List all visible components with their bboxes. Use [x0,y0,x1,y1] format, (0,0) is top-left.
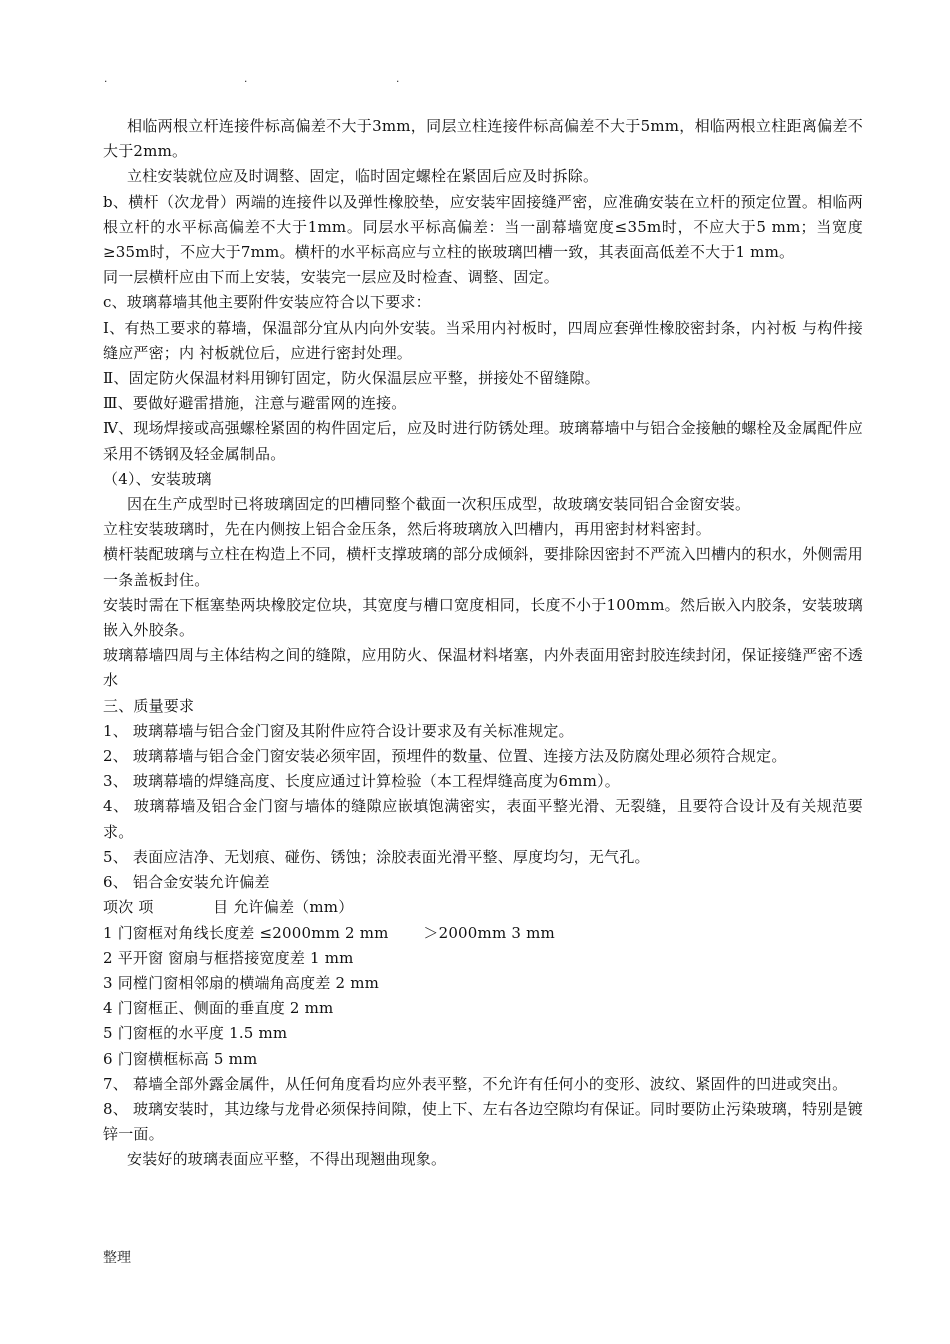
tolerance-table-row: 3 同樘门窗相邻扇的横端角高度差 2 mm [103,973,380,992]
tolerance-table-header: 项次 项 目 允许偏差（mm） [103,898,354,917]
list-item: 8、 玻璃安装时，其边缘与龙骨必须保持间隙，使上下、左右各边空隙均有保证。同时要防止污染玻璃，特别是镀锌一面。 [103,1099,863,1144]
header-dot: . [396,71,400,85]
paragraph: 安装好的玻璃表面应平整，不得出现翘曲现象。 [127,1150,447,1169]
tolerance-table-row: 2 平开窗 窗扇与框搭接宽度差 1 mm [103,948,354,967]
paragraph: b、横杆（次龙骨）两端的连接件以及弹性橡胶垫，应安装牢固接缝严密，应准确安装在立杆的预定位置。相临两根立杆的水平标高偏差不大于1mm。同层水平标高偏差：当一副幕墙宽度≤35m时，不应大于5 mm；当宽度≥35m时，不应大于7mm。横杆的水平标高应与立柱的嵌玻璃凹槽一致，其表面高低差不大于1 mm。 [103,192,863,262]
header-dot: . [244,71,248,85]
section-heading: 三、质量要求 [103,696,195,715]
list-item: 2、 玻璃幕墙与铝合金门窗安装必须牢固，预埋件的数量、位置、连接方法及防腐处理必须符合规定。 [103,747,787,766]
header-dots [104,66,399,91]
paragraph: 玻璃幕墙四周与主体结构之间的缝隙，应用防火、保温材料堵塞，内外表面用密封胶连续封闭，保证接缝严密不透水 [103,646,864,690]
paragraph: 相临两根立杆连接件标高偏差不大于3mm，同层立柱连接件标高偏差不大于5mm，相临两根立柱距离偏差不大于2mm。 [103,117,863,161]
tolerance-table-row: 4 门窗框正、侧面的垂直度 2 mm [103,999,334,1018]
list-item: 5、 表面应洁净、无划痕、碰伤、锈蚀；涂胶表面光滑平整、厚度均匀，无气孔。 [103,847,650,866]
paragraph: 横杆装配玻璃与立柱在构造上不同，横杆支撑玻璃的部分成倾斜，要排除因密封不严流入凹槽内的积水，外侧需用一条盖板封住。 [103,545,864,589]
tolerance-table-row: 6 门窗横框标高 5 mm [103,1049,258,1068]
list-item: 3、 玻璃幕墙的焊缝高度、长度应通过计算检验（本工程焊缝高度为6mm）。 [103,772,621,791]
paragraph: Ⅲ、要做好避雷措施，注意与避雷网的连接。 [103,394,407,413]
list-item: 7、 幕墙全部外露金属件，从任何角度看均应外表平整，不允许有任何小的变形、波纹、紧固件的凹进或突出。 [103,1074,848,1093]
section-heading: （4）、安装玻璃 [103,469,212,488]
paragraph: Ⅰ、有热工要求的幕墙，保温部分宜从内向外安装。当采用内衬板时，四周应套弹性橡胶密封条，内衬板 与构件接缝应严密；内 衬板就位后，应进行密封处理。 [103,318,863,362]
list-item: 1、 玻璃幕墙与铝合金门窗及其附件应符合设计要求及有关标准规定。 [103,721,574,740]
footer-label: 整理 [103,1250,131,1266]
paragraph: 立柱安装就位应及时调整、固定，临时固定螺栓在紧固后应及时拆除。 [127,167,599,186]
tolerance-table-row: 1 门窗框对角线长度差 ≤2000mm 2 mm ＞2000mm 3 mm [103,923,555,942]
list-item: 6、 铝合金安装允许偏差 [103,873,270,892]
paragraph: 因在生产成型时已将玻璃固定的凹槽同整个截面一次积压成型，故玻璃安装同铝合金窗安装。 [127,495,751,514]
document-body [103,114,863,1173]
paragraph: 安装时需在下框塞垫两块橡胶定位块，其宽度与槽口宽度相同，长度不小于100mm。然后嵌入内胶条，安装玻璃嵌入外胶条。 [103,595,863,640]
paragraph: c、玻璃幕墙其他主要附件安装应符合以下要求： [103,293,431,312]
header-dot: . [104,71,108,85]
paragraph: 同一层横杆应由下而上安装，安装完一层应及时检查、调整、固定。 [103,268,560,287]
paragraph: Ⅳ、现场焊接或高强螺栓紧固的构件固定后，应及时进行防锈处理。玻璃幕墙中与铝合金接触的螺栓及金属配件应采用不锈钢及轻金属制品。 [103,419,863,463]
tolerance-table-row: 5 门窗框的水平度 1.5 mm [103,1024,288,1043]
paragraph: Ⅱ、固定防火保温材料用铆钉固定，防火保温层应平整，拼接处不留缝隙。 [103,369,600,388]
paragraph: 立柱安装玻璃时，先在内侧按上铝合金压条，然后将玻璃放入凹槽内，再用密封材料密封。 [103,520,712,539]
list-item: 4、 玻璃幕墙及铝合金门窗与墙体的缝隙应嵌填饱满密实，表面平整光滑、无裂缝，且要符合设计及有关规范要求。 [103,797,863,841]
